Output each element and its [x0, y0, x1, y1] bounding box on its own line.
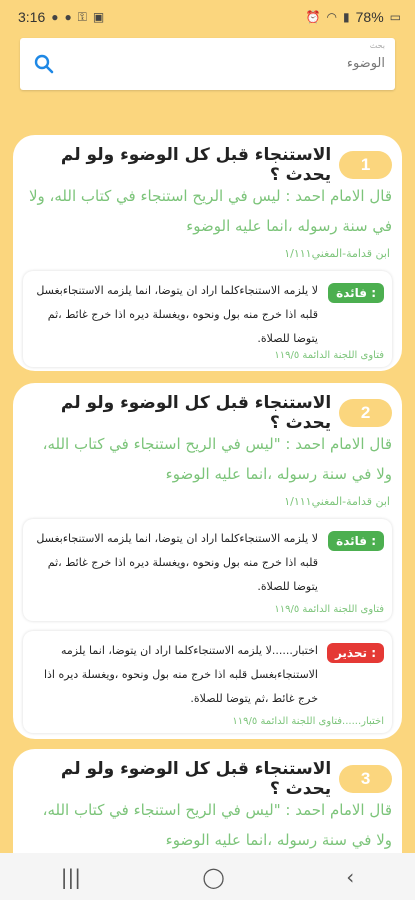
answer-source: ابن قدامة-المغني١/١١١	[284, 495, 390, 508]
alarm-icon: ⏰	[305, 10, 321, 24]
note-text: لا يلزمه الاستنجاءكلما اراد ان يتوضا، انما يلزمه الاستنجاءبغسل قلبه اذا خرج منه بول ونحوه ،ويغسلة ديره اذا خرج غائط ،ثم يتوضا للصلاة.	[36, 532, 318, 593]
question-card[interactable]	[13, 383, 402, 739]
question-title: الاستنجاء قبل كل الوضوء ولو لم يحدث ؟	[60, 145, 332, 185]
note-box	[23, 271, 392, 367]
answer-text: قال الامام احمد : ليس في الريح استنجاء في كتاب الله، ولا في سنة رسوله ،انما عليه الوضوء	[28, 187, 392, 235]
question-number: 2	[339, 399, 392, 427]
note-source: فتاوى اللجنة الدائمة ١١٩/٥	[274, 604, 384, 615]
question-title: الاستنجاء قبل كل الوضوء ولو لم يحدث ؟	[60, 393, 332, 433]
note-source: اختبار......فتاوى اللجنة الدائمة ١١٩/٥	[232, 716, 384, 727]
home-icon[interactable]: ◯	[202, 864, 225, 889]
back-icon[interactable]: ‹	[346, 864, 355, 889]
search-bar[interactable]	[20, 38, 395, 90]
question-title: الاستنجاء قبل كل الوضوء ولو لم يحدث ؟	[60, 759, 332, 799]
question-header	[13, 393, 392, 433]
status-time: 3:16	[18, 9, 46, 25]
answer-source: ابن قدامة-المغني١/١١١	[284, 247, 390, 260]
note-text: اختبار......لا يلزمه الاستنجاءكلما اراد ان يتوضا، انما يلزمه الاستنجاءبغسل قلبه اذا خرج منه بول ونحوه ،ويغسلة ديره اذا خرج غائط ،ثم يتوضا للصلاة.	[43, 644, 318, 705]
system-nav-bar	[0, 853, 415, 900]
battery-level: 78%	[355, 9, 384, 25]
benefit-badge: فائدة :	[328, 531, 384, 551]
question-header	[13, 145, 392, 185]
facebook-icon: ●	[64, 10, 72, 24]
warning-box	[23, 631, 392, 733]
key-icon: ⚿	[77, 9, 87, 24]
signal-icon: ▮	[343, 10, 350, 24]
note-source: فتاوى اللجنة الدائمة ١١٩/٥	[274, 350, 384, 361]
image-icon: ▣	[92, 10, 105, 24]
warning-badge: تحذير :	[327, 643, 384, 663]
search-icon[interactable]	[32, 52, 56, 76]
question-number: 3	[339, 765, 392, 793]
answer-text: قال الامام احمد : "ليس في الريح استنجاء في كتاب الله، ولا في سنة رسوله ،انما عليه الوضوء	[42, 801, 392, 849]
benefit-badge: فائدة :	[328, 283, 384, 303]
search-input[interactable]	[85, 56, 385, 71]
note-box	[23, 519, 392, 621]
questions-list[interactable]	[0, 125, 415, 853]
answer-text: قال الامام احمد : "ليس في الريح استنجاء في كتاب الله، ولا في سنة رسوله ،انما عليه الوضوء	[42, 435, 392, 483]
status-bar	[0, 0, 415, 34]
search-hint: بحث	[369, 41, 385, 50]
question-header	[13, 759, 392, 799]
recent-apps-icon[interactable]: |||	[60, 864, 81, 889]
facebook-icon: ●	[51, 10, 59, 24]
question-number: 1	[339, 151, 392, 179]
wifi-icon: ◠	[326, 10, 338, 24]
question-card[interactable]	[13, 749, 402, 853]
question-card[interactable]	[13, 135, 402, 371]
battery-icon: ▭	[389, 10, 401, 24]
note-text: لا يلزمه الاستنجاءكلما اراد ان يتوضا، انما يلزمه الاستنجاءبغسل قلبه اذا خرج منه بول ونحوه ،ويغسلة ديره اذا خرج غائط ،ثم يتوضا للصلاة.	[36, 284, 318, 345]
